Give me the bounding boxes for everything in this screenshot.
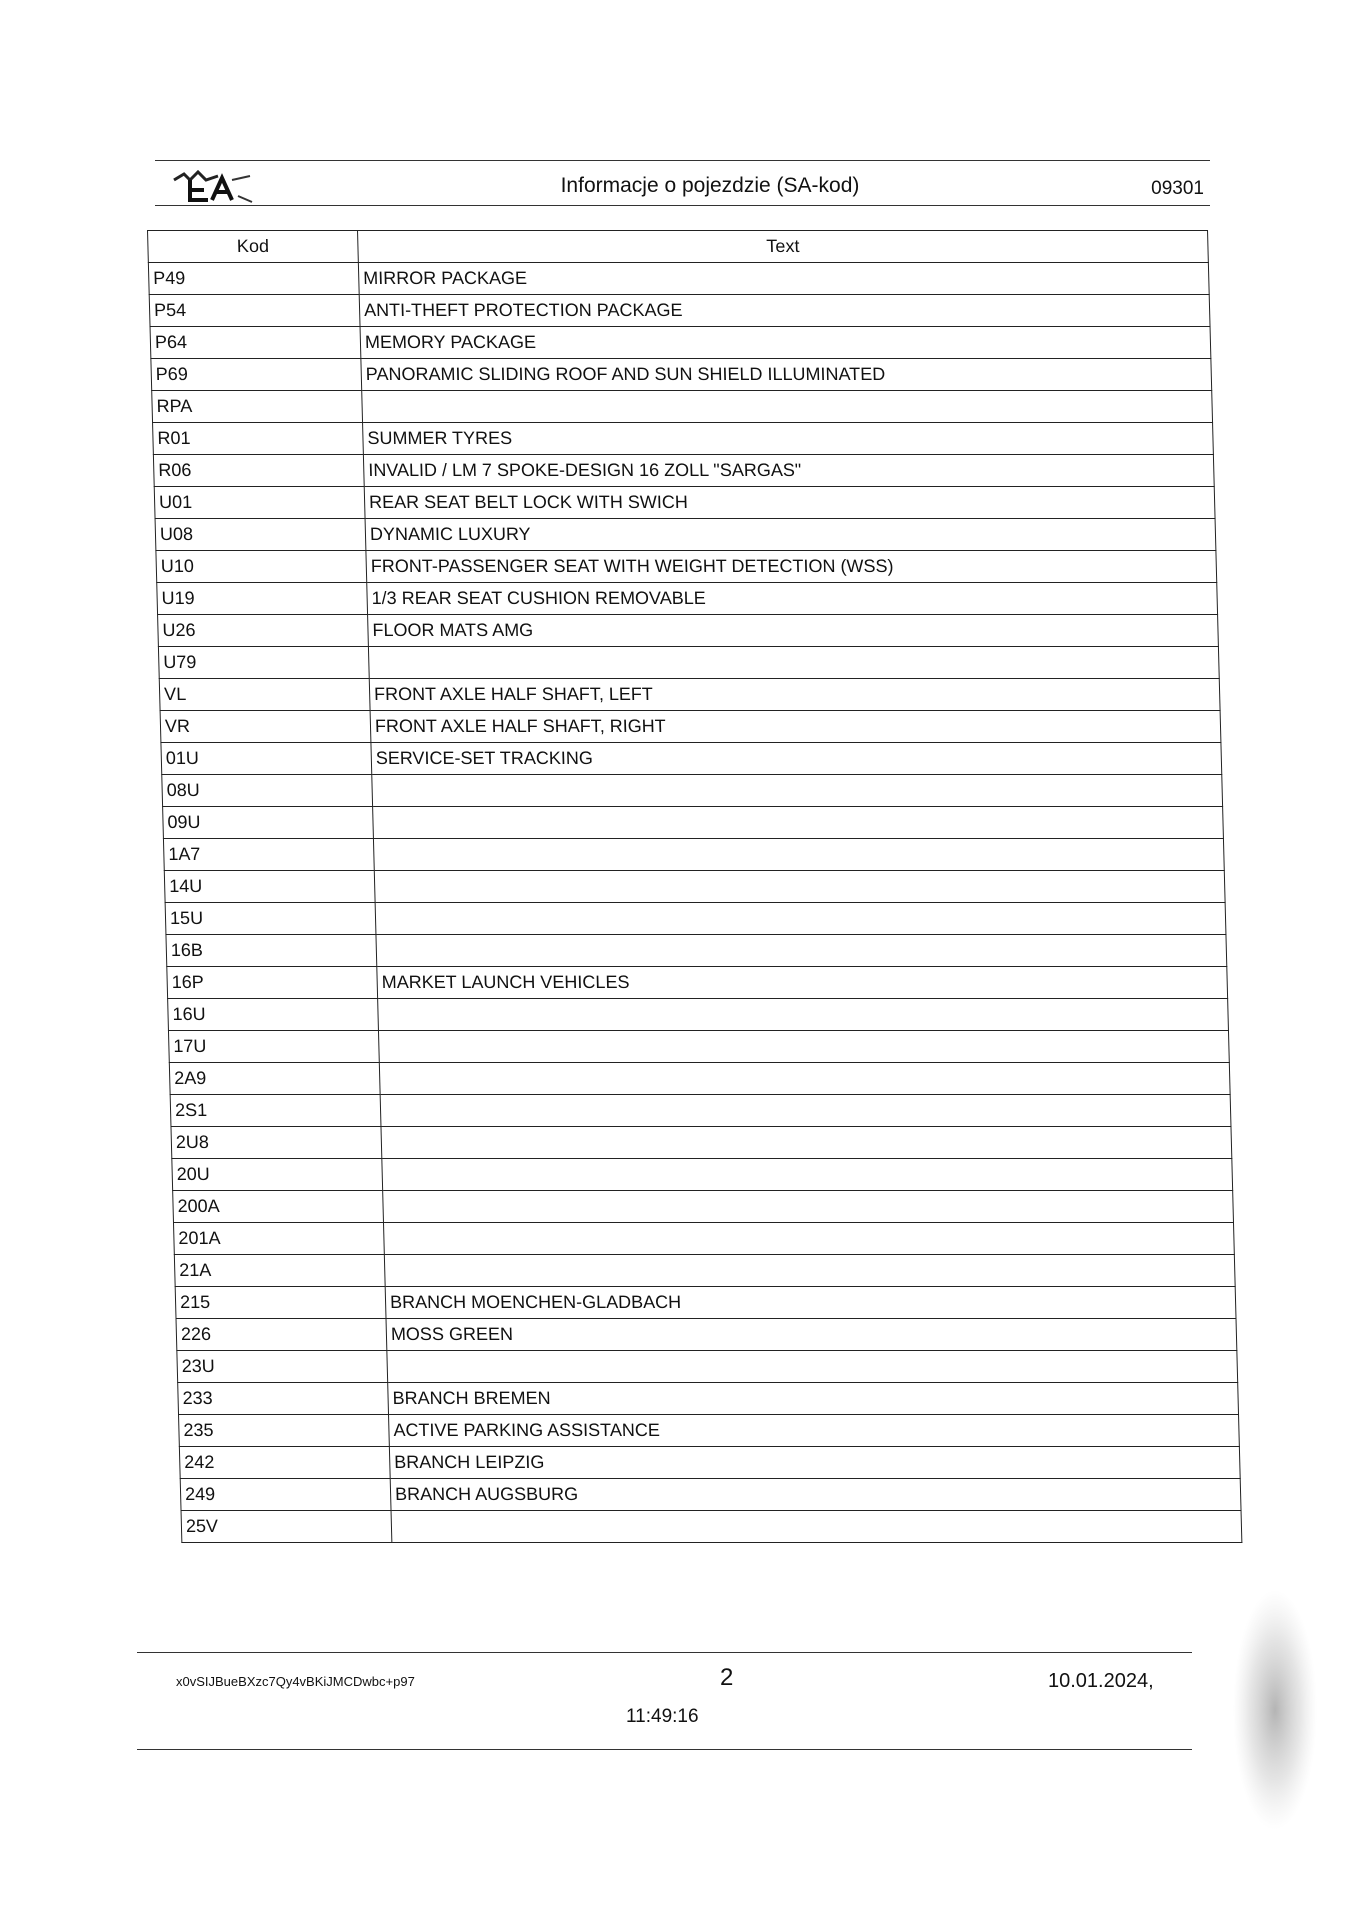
table-row <box>161 743 1222 775</box>
footer-rule-bottom <box>137 1749 1192 1750</box>
table-row <box>157 583 1218 615</box>
header-rule-top <box>155 160 1210 161</box>
row-kod-cell: 2A9 <box>169 1063 380 1095</box>
row-text-cell <box>382 1159 1233 1191</box>
table-row <box>155 519 1216 551</box>
table-row <box>180 1479 1241 1511</box>
row-text-cell: BRANCH AUGSBURG <box>390 1479 1241 1511</box>
row-text-cell <box>378 999 1229 1031</box>
row-kod-cell: 200A <box>173 1191 384 1223</box>
footer-time: 11:49:16 <box>626 1706 699 1727</box>
row-text-cell: MIRROR PACKAGE <box>358 263 1209 295</box>
row-text-cell: MEMORY PACKAGE <box>360 327 1211 359</box>
row-kod-cell: 01U <box>161 743 372 775</box>
row-kod-cell: 235 <box>179 1415 390 1447</box>
table-row <box>179 1415 1240 1447</box>
row-text-cell <box>391 1511 1242 1543</box>
row-kod-cell: 08U <box>162 775 373 807</box>
document-code: 09301 <box>1151 178 1204 199</box>
row-kod-cell: R06 <box>153 455 364 487</box>
row-text-cell: MARKET LAUNCH VEHICLES <box>377 967 1228 999</box>
table-row <box>158 615 1219 647</box>
row-text-cell: DYNAMIC LUXURY <box>365 519 1216 551</box>
row-text-cell <box>372 775 1223 807</box>
row-text-cell: SUMMER TYRES <box>363 423 1214 455</box>
table-row <box>153 455 1214 487</box>
table-row <box>158 647 1219 679</box>
table-row <box>151 359 1212 391</box>
table-row <box>167 967 1228 999</box>
table-row <box>173 1191 1234 1223</box>
table-row <box>177 1351 1238 1383</box>
row-text-cell <box>383 1223 1234 1255</box>
row-kod-cell: R01 <box>153 423 364 455</box>
row-text-cell <box>384 1255 1235 1287</box>
row-kod-cell: 249 <box>180 1479 391 1511</box>
footer-date: 10.01.2024, <box>1048 1670 1154 1692</box>
table-row <box>168 1031 1229 1063</box>
row-kod-cell: 233 <box>178 1383 389 1415</box>
row-text-cell: INVALID / LM 7 SPOKE-DESIGN 16 ZOLL "SARGAS" <box>363 455 1214 487</box>
sa-code-table <box>147 230 1242 1543</box>
row-text-cell: BRANCH LEIPZIG <box>389 1447 1240 1479</box>
row-text-cell: ACTIVE PARKING ASSISTANCE <box>389 1415 1240 1447</box>
column-header-kod: Kod <box>148 231 359 263</box>
row-kod-cell: 20U <box>172 1159 383 1191</box>
table-row <box>154 487 1215 519</box>
table-row <box>163 839 1224 871</box>
row-kod-cell: U08 <box>155 519 366 551</box>
row-text-cell <box>375 903 1226 935</box>
row-kod-cell: VL <box>159 679 370 711</box>
row-kod-cell: U79 <box>158 647 369 679</box>
row-kod-cell: P54 <box>149 295 360 327</box>
row-text-cell <box>380 1095 1231 1127</box>
row-kod-cell: 201A <box>173 1223 384 1255</box>
company-logo <box>168 166 256 206</box>
row-kod-cell: 226 <box>176 1319 387 1351</box>
row-kod-cell: 16U <box>168 999 379 1031</box>
row-kod-cell: U10 <box>156 551 367 583</box>
table-row <box>178 1383 1239 1415</box>
row-kod-cell: 16P <box>167 967 378 999</box>
row-kod-cell: 25V <box>181 1511 392 1543</box>
footer-rule-top <box>137 1652 1192 1653</box>
row-text-cell <box>379 1063 1230 1095</box>
table-row <box>159 679 1220 711</box>
row-text-cell: FRONT AXLE HALF SHAFT, LEFT <box>369 679 1220 711</box>
row-kod-cell: 15U <box>165 903 376 935</box>
document-title: Informacje o pojezdzie (SA-kod) <box>560 174 860 197</box>
row-kod-cell: 1A7 <box>163 839 374 871</box>
row-kod-cell: 23U <box>177 1351 388 1383</box>
row-text-cell <box>376 935 1227 967</box>
table-row <box>175 1287 1236 1319</box>
row-text-cell: BRANCH BREMEN <box>388 1383 1239 1415</box>
table-row <box>166 935 1227 967</box>
table-row <box>153 423 1214 455</box>
table-row <box>172 1159 1233 1191</box>
row-text-cell: ANTI-THEFT PROTECTION PACKAGE <box>359 295 1210 327</box>
row-text-cell <box>368 647 1219 679</box>
row-text-cell <box>373 839 1224 871</box>
row-kod-cell: P49 <box>148 263 359 295</box>
table-row <box>169 1063 1230 1095</box>
table-row <box>149 295 1210 327</box>
table-row <box>179 1447 1240 1479</box>
row-text-cell: PANORAMIC SLIDING ROOF AND SUN SHIELD ILLUMINATED <box>361 359 1212 391</box>
row-text-cell <box>387 1351 1238 1383</box>
row-kod-cell: 21A <box>174 1255 385 1287</box>
row-kod-cell: 09U <box>163 807 374 839</box>
table-row <box>168 999 1229 1031</box>
table-row <box>152 391 1213 423</box>
row-text-cell: 1/3 REAR SEAT CUSHION REMOVABLE <box>367 583 1218 615</box>
table-row <box>171 1127 1232 1159</box>
scan-toner-smudge <box>1210 1560 1320 1830</box>
row-kod-cell: P69 <box>151 359 362 391</box>
row-kod-cell: P64 <box>150 327 361 359</box>
row-text-cell: MOSS GREEN <box>386 1319 1237 1351</box>
row-text-cell <box>362 391 1213 423</box>
row-kod-cell: 14U <box>164 871 375 903</box>
table-row <box>160 711 1221 743</box>
row-text-cell <box>381 1127 1232 1159</box>
table-row <box>181 1511 1242 1543</box>
row-kod-cell: RPA <box>152 391 363 423</box>
footer-document-hash: x0vSIJBueBXzc7Qy4vBKiJMCDwbc+p97 <box>176 1674 415 1689</box>
table-header-row <box>148 231 1209 263</box>
row-text-cell <box>383 1191 1234 1223</box>
table-row <box>148 263 1209 295</box>
row-text-cell <box>374 871 1225 903</box>
table-row <box>164 871 1225 903</box>
table-row <box>173 1223 1234 1255</box>
header-rule-bottom <box>155 205 1210 206</box>
row-kod-cell: 16B <box>166 935 377 967</box>
row-kod-cell: U01 <box>154 487 365 519</box>
table-row <box>162 775 1223 807</box>
column-header-text: Text <box>358 231 1209 263</box>
row-kod-cell: 2U8 <box>171 1127 382 1159</box>
row-kod-cell: U26 <box>158 615 369 647</box>
row-text-cell: FRONT-PASSENGER SEAT WITH WEIGHT DETECTION (WSS) <box>366 551 1217 583</box>
table-row <box>165 903 1226 935</box>
table-row <box>150 327 1211 359</box>
table-row <box>174 1255 1235 1287</box>
footer-page-number: 2 <box>720 1664 734 1691</box>
row-text-cell: SERVICE-SET TRACKING <box>371 743 1222 775</box>
row-kod-cell: U19 <box>157 583 368 615</box>
row-text-cell <box>378 1031 1229 1063</box>
row-kod-cell: 215 <box>175 1287 386 1319</box>
row-text-cell: FRONT AXLE HALF SHAFT, RIGHT <box>370 711 1221 743</box>
row-text-cell <box>373 807 1224 839</box>
table-row <box>170 1095 1231 1127</box>
table-body <box>148 263 1242 1543</box>
row-text-cell: REAR SEAT BELT LOCK WITH SWICH <box>364 487 1215 519</box>
row-kod-cell: 2S1 <box>170 1095 381 1127</box>
row-text-cell: FLOOR MATS AMG <box>368 615 1219 647</box>
row-kod-cell: 242 <box>179 1447 390 1479</box>
table-row <box>176 1319 1237 1351</box>
table-row <box>163 807 1224 839</box>
row-kod-cell: VR <box>160 711 371 743</box>
row-text-cell: BRANCH MOENCHEN-GLADBACH <box>385 1287 1236 1319</box>
row-kod-cell: 17U <box>168 1031 379 1063</box>
table-row <box>156 551 1217 583</box>
